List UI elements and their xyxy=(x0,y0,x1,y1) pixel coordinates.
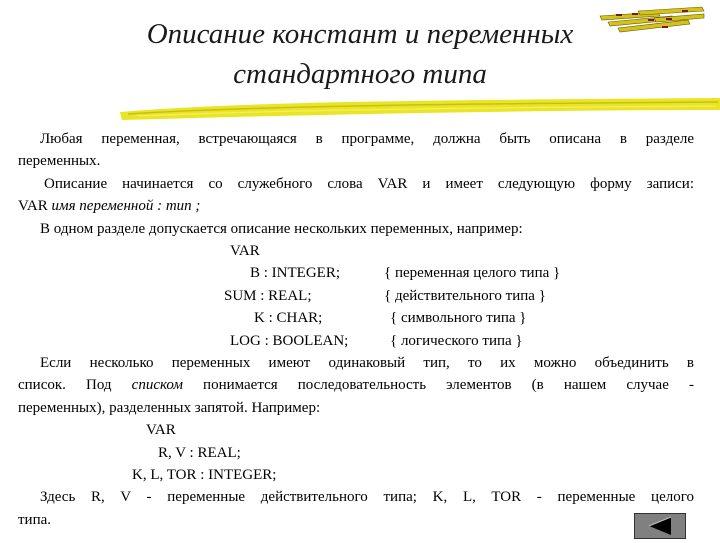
example1-decl-1: B : INTEGER; xyxy=(250,265,340,282)
paragraph-4-text-a: список. Под xyxy=(18,377,132,394)
example1-decl-3: K : CHAR; xyxy=(254,310,323,327)
example1-comment-2: { действительного типа } xyxy=(384,287,546,304)
var-syntax: имя переменной : тип ; xyxy=(51,198,201,215)
decorative-stripes-logo xyxy=(598,6,706,36)
paragraph-4-text-c: понимается последовательность элементов (в нашем случае - xyxy=(182,377,694,394)
paragraph-5-line-1: Здесь R, V - переменные действительного типа; K, L, TOR - переменные целого xyxy=(40,489,694,506)
paragraph-5-line-2: типа. xyxy=(18,511,52,528)
triangle-left-icon xyxy=(635,514,685,538)
example2-line-1: R, V : REAL; xyxy=(158,444,241,461)
title-line-2: стандартного типа xyxy=(233,58,487,90)
previous-slide-button[interactable] xyxy=(634,513,686,539)
example1-var: VAR xyxy=(230,243,260,259)
paragraph-4-line-2 xyxy=(18,374,694,396)
title-underline-brush xyxy=(118,96,720,122)
example2-line-2: K, L, TOR : INTEGER; xyxy=(132,467,277,483)
example1-decl-4: LOG : BOOLEAN; xyxy=(230,332,349,349)
example2-var: VAR xyxy=(146,422,176,439)
title-line-1: Описание констант и переменных xyxy=(146,18,574,50)
example1-comment-4: { логического типа } xyxy=(390,332,523,349)
example1-comment-3: { символьного типа } xyxy=(390,310,527,327)
paragraph-2-line-2 xyxy=(18,195,694,217)
paragraph-4-line-1: Если несколько переменных имеют одинаковый тип, то их можно объединить в xyxy=(40,355,694,371)
paragraph-4-term-list: списком xyxy=(131,377,183,394)
example1-decl-2: SUM : REAL; xyxy=(224,287,312,304)
example1-comment-1: { переменная целого типа } xyxy=(384,265,561,282)
paragraph-1-line-2: переменных. xyxy=(18,153,101,170)
var-keyword: VAR xyxy=(18,198,52,215)
paragraph-3-line-1: В одном разделе допускается описание нескольких переменных, например: xyxy=(40,220,523,237)
paragraph-1-line-1: Любая переменная, встречающаяся в программе, должна быть описана в разделе xyxy=(40,131,694,147)
paragraph-2-line-1: Описание начинается со служебного слова VAR и имеет следующую форму записи: xyxy=(44,175,694,192)
paragraph-4-line-3: переменных), разделенных запятой. Например: xyxy=(18,399,321,416)
